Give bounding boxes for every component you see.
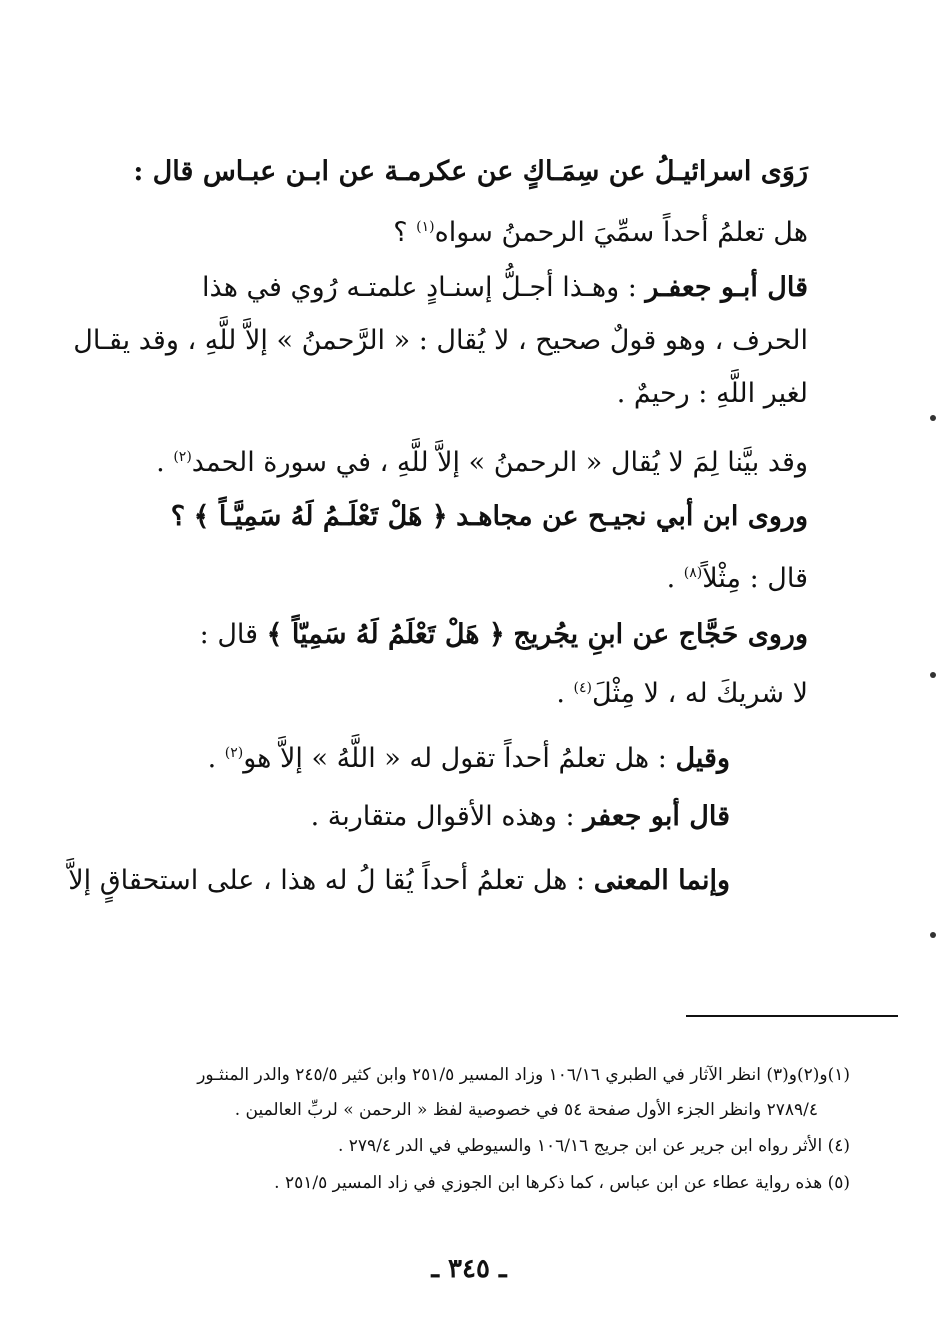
punct: ؟ — [393, 217, 408, 248]
speaker-label: وقيل — [675, 743, 730, 774]
line-la-sharik — [128, 671, 808, 711]
footnote-4: (٤) الأثر رواه ابن جرير عن ابن جريج ١٠٦/١٦ والسيوطي في الدر ٢٧٩/٤ . — [337, 1136, 850, 1156]
line-abu-jafar-2 — [50, 800, 730, 834]
line-qila — [50, 736, 730, 776]
text: وقد بيَّنا لِمَ لا يُقال « الرحمنُ » إلاَّ للَّهِ ، في سورة الحمد — [191, 447, 808, 478]
text: وروى حَجَّاج عن ابنِ يجُريج — [513, 619, 808, 650]
line-riwaya-israil — [128, 155, 808, 189]
page-number: ـ ٣٤٥ ـ — [431, 1254, 507, 1284]
punct: ؟ — [170, 501, 186, 532]
text: لا شريكَ له ، لا مِثْلَ — [592, 678, 808, 709]
footnote-ref: (١) — [416, 219, 435, 235]
line-harf — [73, 324, 808, 358]
punct: . — [666, 563, 676, 594]
footnote-ref: (٤) — [573, 680, 593, 696]
text: الحرف ، وهو قولٌ صحيح ، لا يُقال : « الرَّحمنُ » إلاَّ للَّهِ ، وقد يقـال — [73, 325, 808, 356]
line-bayyanna — [128, 440, 808, 480]
line-ibn-abi-najih — [128, 500, 808, 534]
line-question-rahman — [128, 210, 808, 250]
footnote-1-cont: ٢٧٨٩/٤ وانظر الجزء الأول صفحة ٥٤ في خصوصية لفظ « الرحمن » لربِّ العالمين . — [234, 1100, 818, 1120]
footnote-ref: (٢) — [173, 449, 192, 465]
footnote-ref: (٢) — [224, 745, 244, 761]
line-mithlan — [128, 556, 808, 596]
footnote-5: (٥) هذه رواية عطاء عن ابن عباس ، كما ذكرها ابن الجوزي في زاد المسير ٢٥١/٥ . — [274, 1173, 850, 1193]
line-hajjaj — [128, 618, 808, 652]
text: هل تعلمُ أحداً سمِّيَ الرحمنُ سواه — [434, 217, 808, 248]
text: : هل تعلمُ أحداً تقول له « اللَّهُ » إلاَّ هو — [243, 743, 667, 774]
text: وروى ابن أبي نجيـح عن مجاهـد — [456, 501, 808, 532]
scan-mark — [930, 672, 936, 678]
text-tail: قال : — [199, 619, 259, 650]
line-ghayr-allah — [128, 377, 808, 411]
punct: . — [207, 743, 217, 774]
quran-quote: ﴿ هَلْ تَعْلَمُ لَهُ سَمِيّاً ﴾ — [266, 619, 505, 650]
text: لغير اللَّهِ : رحيمٌ . — [616, 378, 808, 409]
text: قال : مِثْلاً — [702, 563, 808, 594]
text: : هل تعلمُ أحداً يُقا لُ له هذا ، على استحقاقٍ إلاَّ — [68, 865, 586, 896]
scan-mark — [930, 415, 936, 421]
line-abu-jafar-1 — [128, 271, 808, 305]
speaker-label: وإنما المعنى — [593, 865, 730, 896]
speaker-label: قال أبو جعفر — [583, 801, 730, 832]
footnote-1: (١)و(٢)و(٣) انظر الآثار في الطبري ١٠٦/١٦ وزاد المسير ٢٥١/٥ وابن كثير ٢٤٥/٥ والدر المنثـور — [197, 1065, 850, 1085]
text: رَوَى اسرائيـلُ عن سِمَـاكٍ عن عكرمـة عن ابـن عبـاس قال : — [133, 156, 808, 187]
punct: . — [156, 447, 165, 478]
speaker-label: قال أبـو جعفـر — [645, 272, 808, 303]
punct: . — [556, 678, 565, 709]
text: : وهـذا أجـلُّ إسنـادٍ علمتـه رُوي في هذا — [202, 272, 637, 303]
scan-mark — [930, 932, 936, 938]
footnote-divider — [686, 1015, 898, 1017]
quran-quote: ﴿ هَلْ تَعْلَـمُ لَهُ سَمِيَّـاً ﴾ — [193, 501, 448, 532]
footnote-ref: (٨) — [683, 565, 703, 581]
line-innama — [68, 864, 730, 898]
text: : وهذه الأقوال متقاربة . — [310, 801, 575, 832]
